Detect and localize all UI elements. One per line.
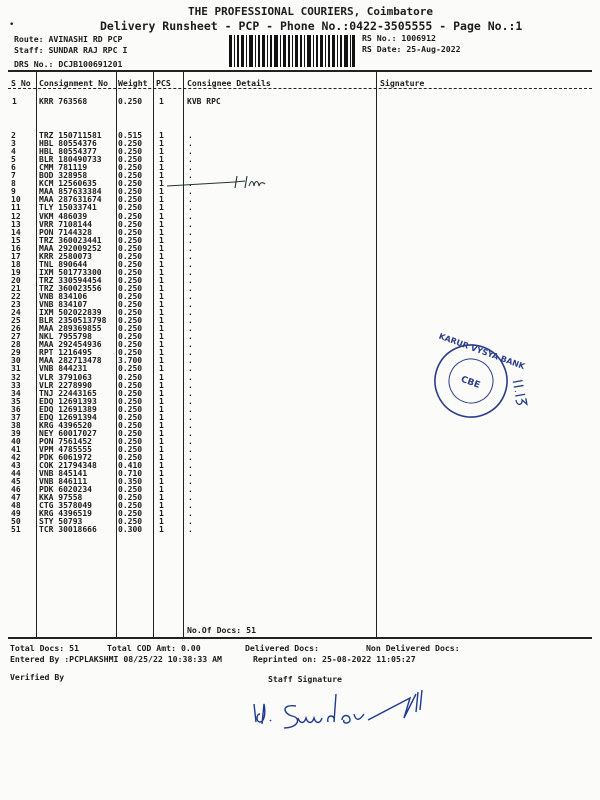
row-consignee-placeholder: . [188,388,193,398]
row-weight: 0.250 [118,211,143,221]
row-consignee-placeholder: . [188,356,193,366]
row-consignee-placeholder: . [188,493,193,503]
row-consignment: COK 21794348 [39,461,97,471]
row-pcs: 1 [159,219,164,229]
row-pcs: 1 [159,461,164,471]
staff-signature-label: Staff Signature [268,674,342,684]
row-pcs: 1 [159,211,164,221]
bank-stamp [430,331,527,422]
row-weight: 0.250 [118,412,143,422]
row-consignee-placeholder: . [188,436,193,446]
row-consignment: CTG 3578049 [39,501,92,511]
row-sno: 43 [11,461,21,471]
row-consignee-placeholder: . [188,324,193,334]
row-weight: 0.250 [118,493,143,503]
row-weight: 0.250 [118,203,143,213]
row-pcs: 1 [159,364,164,374]
row-weight: 0.250 [118,420,143,430]
row-consignment: VPM 4785555 [39,444,92,454]
row-sno: 38 [11,420,21,430]
row-consignee-placeholder: . [188,227,193,237]
row-sno: 42 [11,453,21,462]
row-sno: 10 [11,195,21,205]
table-bottom-border [8,637,592,639]
row-weight: 0.250 [118,275,143,285]
table-row [0,510,600,518]
table-row [0,204,600,212]
row-sno: 16 [11,243,21,253]
row-consignment: CMM 781119 [39,163,88,173]
row-consignee-placeholder: . [188,372,193,382]
row-pcs: 1 [159,292,164,301]
row-weight: 0.250 [118,436,143,446]
row1-consignment: KRR 763568 [39,97,88,106]
row-consignee-placeholder: . [188,412,193,422]
row-weight: 0.250 [118,219,143,229]
row-pcs: 1 [159,428,164,438]
row-consignment: KRG 4396520 [39,420,92,430]
barcode [229,35,355,67]
row-pcs: 1 [159,163,164,173]
row-pcs: 1 [159,453,164,462]
row-weight: 0.250 [118,171,143,181]
row-consignment: TCR 30018666 [39,525,97,535]
row-sno: 48 [11,501,21,511]
row-pcs: 1 [159,501,164,511]
row-pcs: 1 [159,131,164,140]
row-weight: 0.250 [118,163,143,173]
table-row [0,253,600,261]
row-sno: 40 [11,436,21,446]
row-sno: 31 [11,364,21,374]
drs-number: DRS No.: DCJB100691201 [14,59,123,69]
row-sno: 30 [11,356,21,366]
row-pcs: 1 [159,300,164,310]
row-consignment: EDQ 12691394 [39,412,97,422]
row-pcs: 1 [159,308,164,318]
row-weight: 0.250 [118,316,143,326]
row-consignment: KRG 4396519 [39,509,92,519]
row-consignment: EDQ 12691393 [39,396,97,406]
col-header-sno: S No [11,78,31,88]
row-consignment: NKL 7955798 [39,332,92,342]
row-pcs: 1 [159,477,164,487]
row-pcs: 1 [159,348,164,358]
row-sno: 26 [11,324,21,334]
row-consignee-placeholder: . [188,219,193,229]
row-sno: 22 [11,292,21,301]
row-weight: 0.250 [118,155,143,165]
total-cod: Total COD Amt: 0.00 [107,643,201,653]
row-sno: 14 [11,227,21,237]
row-pcs: 1 [159,195,164,205]
row-consignment: NEY 60017027 [39,428,97,438]
row-consignment: HBL 80554376 [39,139,97,149]
row-consignment: TRZ 330594454 [39,275,102,285]
table-row [0,470,600,478]
row-weight: 0.250 [118,259,143,269]
row-weight: 0.250 [118,147,143,157]
row1-sno: 1 [12,97,17,106]
table-row [0,293,600,301]
row-sno: 37 [11,412,21,422]
row-pcs: 1 [159,251,164,261]
col-header-pcs: PCS [156,78,171,88]
row-pcs: 1 [159,235,164,245]
row-consignment: BLR 180490733 [39,155,102,165]
table-row [0,285,600,293]
row-consignee-placeholder: . [188,259,193,269]
row-consignment: MAA 292454936 [39,340,102,350]
row-sno: 9 [11,187,16,197]
row-consignee-placeholder: . [188,364,193,374]
row-consignee-placeholder: . [188,300,193,310]
svg-text:CBE: CBE [459,374,482,391]
row-consignment: VNB 844231 [39,364,88,374]
row-consignee-placeholder: . [188,308,193,318]
row-sno: 32 [11,372,21,382]
row-consignee-placeholder: . [188,139,193,149]
row-consignment: TNJ 22443165 [39,388,97,398]
row-weight: 0.250 [118,227,143,237]
row-sno: 34 [11,388,21,398]
row-consignment: KCM 12560635 [39,179,97,189]
row-consignee-placeholder: . [188,396,193,406]
row-consignment: TNL 890644 [39,259,88,269]
row-pcs: 1 [159,179,164,189]
row-consignment: BLR 2350513798 [39,316,107,326]
decor-dot: • [9,20,15,30]
row-consignment: TLY 15033741 [39,203,97,213]
row-consignee-placeholder: . [188,517,193,527]
row-weight: 0.710 [118,469,143,479]
row-sno: 8 [11,179,16,189]
row-pcs: 1 [159,340,164,350]
staff-label: Staff: SUNDAR RAJ RPC I [14,45,128,55]
row-consignee-placeholder: . [188,477,193,487]
row-consignee-placeholder: . [188,404,193,414]
svg-text:KARUR VYSYA BANK: KARUR VYSYA BANK [437,331,527,372]
row-consignment: VRR 7108144 [39,219,92,229]
row-pcs: 1 [159,493,164,503]
row-pcs: 1 [159,420,164,430]
row-sno: 6 [11,163,16,173]
row-sno: 41 [11,444,21,454]
row-consignment: HBL 80554377 [39,147,97,157]
handwritten-initials [165,171,275,192]
row-pcs: 1 [159,259,164,269]
row-weight: 0.250 [118,187,143,197]
row-consignment: MAA 282713478 [39,356,102,366]
row-sno: 17 [11,251,21,261]
row-consignee-placeholder: . [188,501,193,511]
row-pcs: 1 [159,283,164,293]
row-consignment: VKM 486039 [39,211,88,221]
row-consignee-placeholder: . [188,428,193,438]
row-weight: 0.250 [118,283,143,293]
row-weight: 0.250 [118,372,143,382]
row-pcs: 1 [159,243,164,253]
row-consignee-placeholder: . [188,147,193,157]
row-pcs: 1 [159,525,164,535]
row-consignee-placeholder: . [188,283,193,293]
row-weight: 0.250 [118,251,143,261]
table-row [0,462,600,470]
row-consignee-placeholder: . [188,316,193,326]
row-weight: 0.410 [118,461,143,471]
row-consignment: VNB 834106 [39,292,88,301]
reprinted-on: Reprinted on: 25-08-2022 11:05:27 [253,654,416,664]
row-pcs: 1 [159,380,164,390]
row-sno: 20 [11,275,21,285]
row-pcs: 1 [159,372,164,382]
row-consignment: VNB 846111 [39,477,88,487]
entered-by: Entered By :PCPLAKSHMI 08/25/22 10:38:33 AM [10,654,222,664]
row-consignment: IXM 502022839 [39,308,102,318]
row-pcs: 1 [159,139,164,149]
row-sno: 11 [11,203,21,213]
row-weight: 0.250 [118,428,143,438]
row-consignment: VLR 2278990 [39,380,92,390]
staff-signature-handwritten [250,684,440,736]
row-consignee-placeholder: . [188,243,193,253]
row-consignment: PON 7561452 [39,436,92,446]
row-weight: 0.250 [118,517,143,527]
row-weight: 0.250 [118,388,143,398]
row-pcs: 1 [159,517,164,527]
row-sno: 28 [11,340,21,350]
col-header-weight: Weight [118,78,148,88]
row-consignee-placeholder: . [188,444,193,454]
row-weight: 0.250 [118,501,143,511]
row-consignee-placeholder: . [188,509,193,519]
row-consignment: MAA 289369855 [39,324,102,334]
row-consignment: KKA 97558 [39,493,83,503]
row-sno: 29 [11,348,21,358]
row-weight: 0.515 [118,131,143,140]
row-consignee-placeholder: . [188,171,193,181]
row-consignment: PON 7144328 [39,227,92,237]
row-weight: 0.250 [118,380,143,390]
row-consignee-placeholder: . [188,235,193,245]
row-sno: 12 [11,211,21,221]
row-consignee-placeholder: . [188,340,193,350]
row-consignment: TRZ 360023441 [39,235,102,245]
row-consignment: BOD 328958 [39,171,88,181]
row-consignment: TRZ 360023556 [39,283,102,293]
row-weight: 0.250 [118,453,143,462]
row-sno: 49 [11,509,21,519]
row-consignee-placeholder: . [188,211,193,221]
handwritten-time [506,372,536,416]
row-consignment: EDQ 12691389 [39,404,97,414]
row-weight: 0.250 [118,404,143,414]
row-weight: 0.250 [118,485,143,495]
row-consignee-placeholder: . [188,275,193,285]
row-pcs: 1 [159,227,164,237]
row-pcs: 1 [159,324,164,334]
table-row [0,156,600,164]
row-weight: 0.250 [118,243,143,253]
row-weight: 0.250 [118,509,143,519]
row-weight: 0.250 [118,139,143,149]
row-weight: 0.250 [118,396,143,406]
row-sno: 36 [11,404,21,414]
row-sno: 25 [11,316,21,326]
row-consignee-placeholder: . [188,203,193,213]
company-name: THE PROFESSIONAL COURIERS, Coimbatore [188,5,434,18]
row-consignee-placeholder: . [188,525,193,535]
row-consignee-placeholder: . [188,155,193,165]
row-pcs: 1 [159,171,164,181]
col-header-consignee: Consignee Details [187,78,271,88]
row-weight: 0.250 [118,267,143,277]
row-weight: 0.250 [118,308,143,318]
verified-by: Verified By [10,672,65,682]
row1-pcs: 1 [159,97,164,106]
row-consignee-placeholder: . [188,131,193,140]
row-consignee-placeholder: . [188,461,193,471]
row-sno: 39 [11,428,21,438]
row-consignment: VNB 845141 [39,469,88,479]
row-consignee-placeholder: . [188,380,193,390]
row-pcs: 1 [159,469,164,479]
row-consignee-placeholder: . [188,453,193,462]
row-pcs: 1 [159,332,164,342]
row-sno: 13 [11,219,21,229]
row-sno: 50 [11,517,21,527]
row-weight: 0.250 [118,332,143,342]
row-sno: 35 [11,396,21,406]
row-consignment: VLR 3791063 [39,372,92,382]
row-consignment: TRZ 150711581 [39,131,102,140]
row-weight: 3.700 [118,356,143,366]
row1-weight: 0.250 [118,97,143,106]
row-sno: 3 [11,139,16,149]
row-consignment: VNB 834107 [39,300,88,310]
row-pcs: 1 [159,404,164,414]
row-consignment: PDK 6020234 [39,485,92,495]
row-consignee-placeholder: . [188,187,193,197]
col-header-consignment: Consignment No [39,78,109,88]
row-weight: 0.250 [118,179,143,189]
row-sno: 23 [11,300,21,310]
row-consignment: STY 50793 [39,517,83,527]
row-consignee-placeholder: . [188,195,193,205]
row-consignee-placeholder: . [188,292,193,301]
row-pcs: 1 [159,485,164,495]
row-pcs: 1 [159,155,164,165]
row-sno: 7 [11,171,16,181]
row-sno: 45 [11,477,21,487]
table-row [0,486,600,494]
row-consignment: MAA 287631674 [39,195,102,205]
row-sno: 4 [11,147,16,157]
row-sno: 33 [11,380,21,390]
row-sno: 24 [11,308,21,318]
row-weight: 0.250 [118,300,143,310]
row-weight: 0.250 [118,235,143,245]
row-consignment: MAA 857633384 [39,187,102,197]
rs-date: RS Date: 25-Aug-2022 [362,44,461,54]
row-pcs: 1 [159,187,164,197]
no-of-docs: No.Of Docs: 51 [187,625,257,635]
row-pcs: 1 [159,388,164,398]
row-consignee-placeholder: . [188,251,193,261]
row-sno: 46 [11,485,21,495]
row-consignee-placeholder: . [188,485,193,495]
row-sno: 47 [11,493,21,503]
table-row [0,164,600,172]
row-pcs: 1 [159,436,164,446]
row-pcs: 1 [159,147,164,157]
row-pcs: 1 [159,356,164,366]
row-consignment: RPT 1216495 [39,348,92,358]
table-row [0,526,600,534]
non-delivered-docs: Non Delivered Docs: [366,643,460,653]
row-weight: 0.250 [118,292,143,301]
row-consignment: PDK 6061972 [39,453,92,462]
row-consignee-placeholder: . [188,348,193,358]
runsheet-title: Delivery Runsheet - PCP - Phone No.:0422-3505555 - Page No.:1 [100,19,523,33]
row-sno: 15 [11,235,21,245]
row-weight: 0.250 [118,195,143,205]
row-pcs: 1 [159,203,164,213]
row-sno: 5 [11,155,16,165]
row1-consignee: KVB RPC [187,97,221,106]
row-sno: 18 [11,259,21,269]
header-divider [8,88,592,90]
row-sno: 2 [11,131,16,140]
row-weight: 0.250 [118,348,143,358]
delivered-docs: Delivered Docs: [245,643,319,653]
row-weight: 0.250 [118,324,143,334]
row-consignee-placeholder: . [188,267,193,277]
row-sno: 27 [11,332,21,342]
row-weight: 0.350 [118,477,143,487]
row-pcs: 1 [159,316,164,326]
row-pcs: 1 [159,444,164,454]
row-pcs: 1 [159,412,164,422]
row-sno: 51 [11,525,21,535]
row-sno: 19 [11,267,21,277]
row-weight: 0.250 [118,340,143,350]
route-label: Route: AVINASHI RD PCP [14,34,123,44]
row-weight: 0.250 [118,364,143,374]
row-consignee-placeholder: . [188,469,193,479]
row-pcs: 1 [159,396,164,406]
row-consignee-placeholder: . [188,163,193,173]
row-consignment: KRR 2580073 [39,251,92,261]
row-pcs: 1 [159,275,164,285]
row-pcs: 1 [159,267,164,277]
table-top-border [8,70,592,72]
row-consignment: MAA 292009252 [39,243,102,253]
row-sno: 21 [11,283,21,293]
row-consignment: IXM 501773300 [39,267,102,277]
row-weight: 0.300 [118,525,143,535]
row-consignee-placeholder: . [188,420,193,430]
total-docs: Total Docs: 51 [10,643,80,653]
row-consignee-placeholder: . [188,179,193,189]
col-header-signature: Signature [380,78,425,88]
row-pcs: 1 [159,509,164,519]
row-sno: 44 [11,469,21,479]
row-weight: 0.250 [118,444,143,454]
rs-number: RS No.: 1006912 [362,33,436,43]
row-consignee-placeholder: . [188,332,193,342]
